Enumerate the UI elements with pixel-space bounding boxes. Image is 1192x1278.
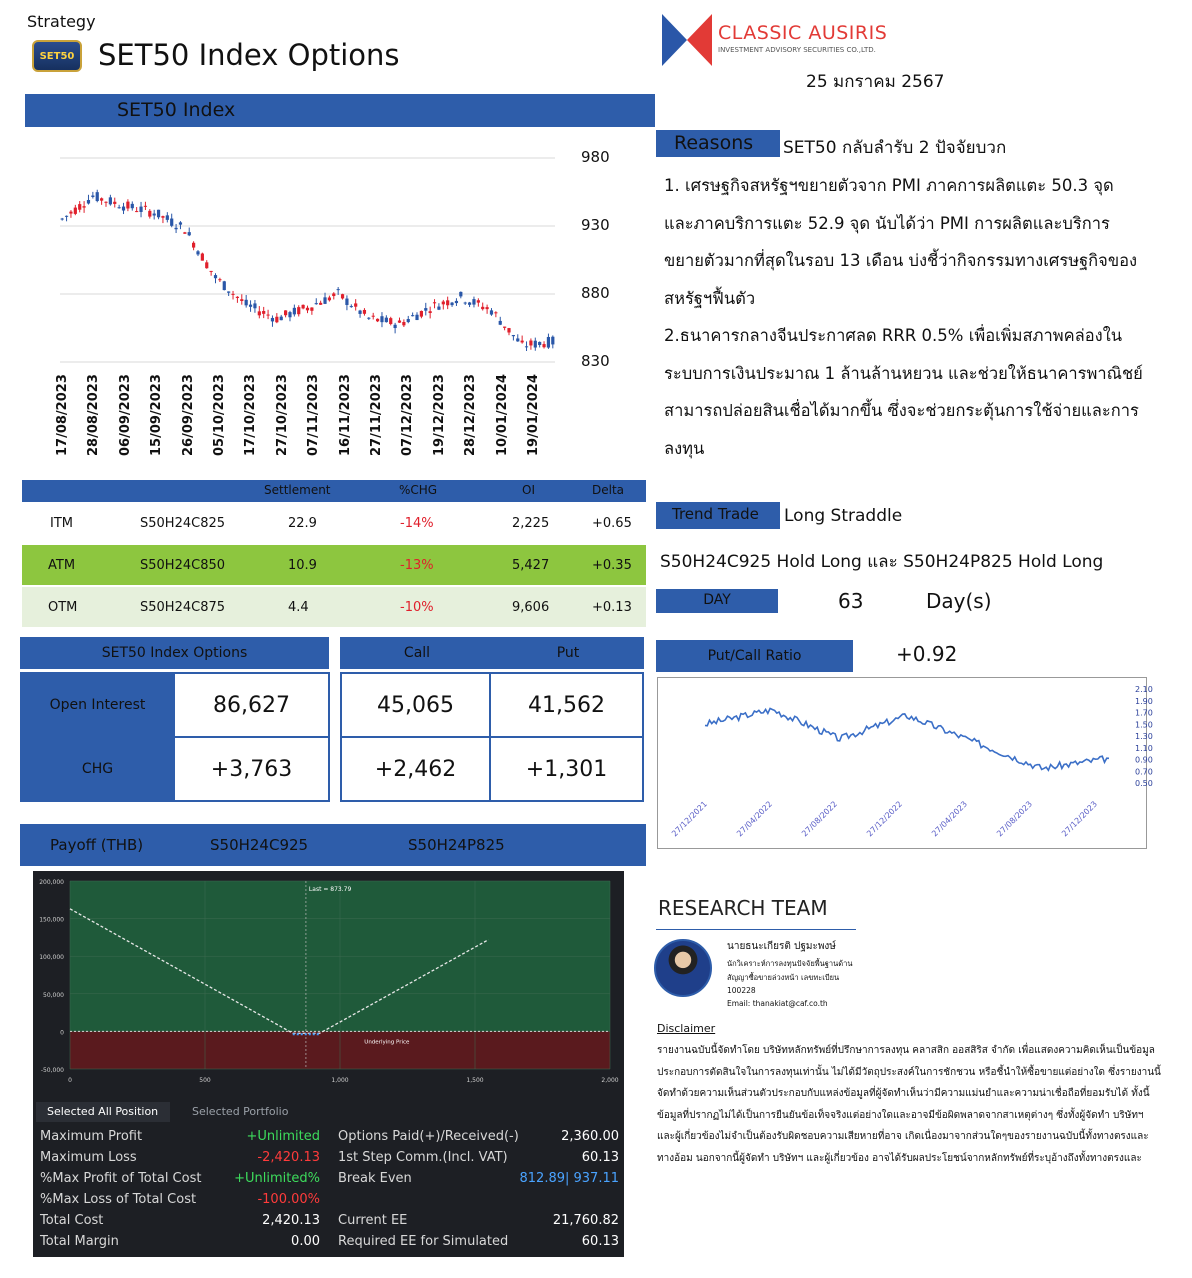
candle-body: [148, 211, 151, 217]
disclaimer-line: ทางอ้อม นอกจากนี้ผู้จัดทำ บริษัทฯ และผู้เกี่ยวข้อง อาจได้รับผลประโยชน์จากหลักทรัพย์ที่ระบุอ้างถึงทั้งทางตรงและ: [657, 1152, 1142, 1164]
reasons-headline: SET50 กลับลำรับ 2 ปัจจัยบวก: [783, 138, 1007, 158]
payoff-stat-label: Total Cost: [40, 1213, 104, 1228]
reason-line: ขยายตัวมากที่สุดในรอบ 13 เดือน บ่งชี้ว่ากิจกรรมทางเศรษฐกิจของ: [664, 251, 1138, 270]
candle-body: [196, 251, 199, 254]
pcr-y-tick: 1.10: [1135, 743, 1153, 753]
index-panel-header: [25, 94, 655, 127]
disclaimer-line: และผู้เกี่ยวข้องไม่จำเป็นต้องรับผิดชอบความเสียหายที่อาจ เกิดเนื่องมาจากส่วนใดๆของรายงานฉบับนี้ทั้งทางตรงและ: [657, 1131, 1149, 1142]
candle-body: [538, 342, 541, 345]
candle-body: [341, 294, 344, 298]
candle-body: [310, 308, 313, 311]
candle-body: [118, 207, 121, 208]
pcr-y-tick: 1.50: [1135, 720, 1153, 730]
row-oi: 2,225: [512, 515, 550, 531]
candle-body: [407, 319, 410, 322]
candle-body: [271, 318, 274, 321]
row-series: S50H24C825: [140, 515, 226, 531]
candle-body: [227, 291, 230, 292]
candle-body: [131, 204, 134, 208]
candle-body: [429, 311, 432, 313]
row-chg: -10%: [400, 599, 434, 615]
candle-body: [153, 214, 156, 216]
day-label: DAY: [656, 589, 778, 613]
candle-body: [302, 305, 305, 309]
payoff-stat-value: 2,360.00: [561, 1129, 619, 1144]
payoff-stat-value: 2,420.13: [262, 1213, 320, 1228]
col-oi: OI: [522, 483, 535, 497]
pcr-label: Put/Call Ratio: [656, 640, 853, 672]
candle-body: [354, 303, 357, 306]
candle-body: [249, 305, 252, 307]
index-x-tick: 17/10/2023: [243, 374, 259, 456]
candle-body: [240, 299, 243, 301]
pcr-x-tick: 27/04/2022: [735, 799, 775, 839]
candle-body: [245, 300, 248, 306]
brand-name: CLASSIC AUSIRIS: [718, 22, 888, 44]
candle-body: [122, 207, 125, 211]
pcr-y-tick: 1.90: [1135, 696, 1153, 706]
candle-body: [223, 281, 226, 290]
trend-trade-label: Trend Trade: [656, 502, 780, 529]
row-settlement: 22.9: [288, 515, 317, 531]
candle-body: [402, 322, 405, 325]
disclaimer-title: Disclaimer: [657, 1022, 716, 1035]
candle-body: [297, 307, 300, 314]
payoff-x-tick: 1,000: [331, 1077, 349, 1084]
payoff-title: Payoff (THB): [50, 836, 144, 854]
reason-line: และภาคบริการแตะ 52.9 จุด นับได้ว่า PMI การผลิตและบริการ: [664, 213, 1110, 233]
candle-body: [135, 211, 138, 212]
candle-body: [293, 308, 296, 315]
oi-put-header: Put: [492, 637, 644, 669]
candle-body: [258, 311, 261, 315]
payoff-stat-value: +Unlimited%: [234, 1171, 320, 1186]
oi-call-header: Call: [340, 637, 494, 669]
candle-body: [231, 294, 234, 295]
candle-body: [345, 299, 348, 305]
report-date: 25 มกราคม 2567: [806, 72, 945, 92]
candle-body: [512, 335, 515, 336]
candle-body: [262, 311, 265, 314]
research-team-title: RESEARCH TEAM: [658, 896, 828, 920]
candle-body: [472, 299, 475, 304]
candle-body: [420, 311, 423, 317]
brand-logo-icon: [662, 14, 712, 66]
candle-body: [183, 232, 186, 233]
chg-label: CHG: [20, 736, 175, 802]
reason-line: ลงทุน: [664, 438, 705, 458]
row-chg: -14%: [400, 515, 434, 531]
trend-positions: S50H24C925 Hold Long และ S50H24P825 Hold Long: [660, 552, 1104, 572]
last-price-label: Last = 873.79: [308, 886, 352, 893]
col-chg: %CHG: [399, 483, 438, 497]
index-x-tick: 19/12/2023: [431, 374, 447, 456]
pcr-y-tick: 2.10: [1135, 685, 1153, 694]
candle-body: [437, 307, 440, 310]
disclaimer-body: [657, 1040, 1187, 1169]
index-x-tick: 16/11/2023: [337, 374, 353, 456]
candle-body: [367, 318, 370, 319]
pcr-y-tick: 1.30: [1135, 732, 1153, 741]
candle-body: [218, 279, 221, 280]
disclaimer-line: รายงานฉบับนี้จัดทำโดย บริษัทหลักทรัพย์ที่ปรึกษาการลงทุน คลาสสิก ออสสิริส จำกัด เพื่อแสดงความคิดเห็นเป็นข้อมูล: [657, 1045, 1155, 1056]
candle-body: [494, 312, 497, 313]
page-title: SET50 Index Options: [98, 38, 400, 72]
candle-body: [91, 196, 94, 197]
candle-body: [486, 307, 489, 309]
candle-body: [415, 315, 418, 320]
reasons-label: Reasons: [656, 130, 780, 157]
index-x-tick: 28/08/2023: [86, 374, 102, 456]
candle-body: [61, 219, 64, 220]
options-table-header: [22, 480, 646, 502]
analyst-avatar: [654, 939, 712, 997]
index-panel-title: SET50 Index: [117, 99, 236, 121]
payoff-stat-label: 1st Step Comm.(Incl. VAT): [338, 1150, 508, 1165]
payoff-y-tick: 100,000: [39, 954, 64, 962]
candle-body: [96, 192, 99, 201]
chg-put: +1,301: [489, 736, 644, 802]
row-label: ITM: [50, 515, 73, 531]
oi-put: 41,562: [489, 672, 644, 738]
payoff-tab-portfolio[interactable]: Selected Portfolio: [192, 1105, 289, 1118]
candle-body: [280, 317, 283, 321]
index-x-tick: 27/11/2023: [369, 374, 384, 456]
payoff-y-tick: 200,000: [39, 879, 64, 886]
set50-logo: SET50: [32, 40, 82, 72]
payoff-series-call: S50H24C925: [210, 836, 309, 854]
candle-body: [499, 321, 502, 325]
strategy-label: Strategy: [27, 12, 96, 31]
candle-body: [507, 328, 510, 332]
candle-body: [74, 208, 77, 214]
candle-body: [376, 319, 379, 321]
col-delta: Delta: [592, 483, 625, 497]
index-x-tick: 05/10/2023: [212, 374, 227, 456]
candle-body: [503, 327, 506, 328]
reasons-body: [664, 167, 1189, 467]
candle-body: [450, 303, 453, 306]
candle-body: [166, 215, 169, 220]
candle-body: [394, 325, 397, 328]
candle-body: [188, 232, 191, 235]
day-value: 63: [838, 589, 864, 613]
candle-body: [109, 197, 112, 204]
pcr-x-tick: 27/08/2022: [800, 799, 840, 839]
analyst-role: นักวิเคราะห์การลงทุนปัจจัยพื้นฐานด้าน: [727, 959, 853, 968]
candle-body: [323, 297, 326, 304]
pcr-value: +0.92: [896, 642, 958, 666]
candle-body: [319, 303, 322, 305]
reason-line: 1. เศรษฐกิจสหรัฐฯขยายตัวจาก PMI ภาคการผลิตแตะ 50.3 จุด: [664, 176, 1114, 195]
candle-body: [210, 271, 213, 272]
candle-body: [205, 262, 208, 268]
table-row: [22, 545, 646, 585]
payoff-stat-value: 60.13: [581, 1234, 619, 1249]
index-y-tick: 980: [581, 148, 610, 166]
oi-call: 45,065: [340, 672, 491, 738]
candle-body: [174, 228, 177, 229]
col-settlement: Settlement: [264, 483, 331, 497]
reason-line: สหรัฐฯฟื้นตัว: [664, 288, 756, 308]
candle-body: [104, 202, 107, 203]
payoff-header: [20, 824, 646, 866]
payoff-y-tick: -50,000: [40, 1067, 64, 1074]
payoff-stat-label: %Max Profit of Total Cost: [40, 1171, 202, 1186]
row-chg: -13%: [400, 557, 434, 573]
analyst-email: Email: thanakiat@caf.co.th: [727, 999, 828, 1008]
candle-body: [542, 344, 545, 347]
row-settlement: 4.4: [288, 599, 309, 615]
candle-body: [126, 202, 129, 209]
row-label: OTM: [48, 599, 78, 615]
research-team-divider: [656, 929, 856, 930]
table-row: [22, 503, 646, 543]
payoff-stat-value: -100.00%: [257, 1192, 320, 1207]
candle-body: [551, 337, 554, 345]
trend-trade-value: Long Straddle: [784, 506, 903, 526]
candle-body: [534, 341, 537, 348]
index-y-tick: 880: [581, 284, 610, 302]
chg-total: +3,763: [173, 736, 330, 802]
disclaimer-line: ข้อมูลที่ปรากฏไม่ได้เป็นการยืนยันข้อเท็จจริงแต่อย่างใดและอาจมีข้อผิดพลาดจากสาเหตุต่างๆ ซึ่งทั้งผู้จัดทำ บริษัทฯ: [657, 1109, 1144, 1121]
candle-body: [468, 302, 471, 304]
payoff-stat-label: Required EE for Simulated: [338, 1234, 509, 1249]
candle-body: [464, 303, 467, 304]
candle-body: [363, 310, 366, 314]
day-unit: Day(s): [926, 589, 992, 613]
candle-body: [442, 302, 445, 305]
reason-line: 2.ธนาคารกลางจีนประกาศลด RRR 0.5% เพื่อเพิ่มสภาพคล่องใน: [664, 326, 1123, 345]
index-x-tick: 17/08/2023: [55, 374, 70, 456]
candle-body: [266, 315, 269, 316]
payoff-tab-selected[interactable]: Selected All Position: [36, 1102, 170, 1122]
candle-body: [78, 204, 81, 210]
row-series: S50H24C850: [140, 557, 226, 573]
row-delta: +0.35: [592, 557, 632, 573]
candle-body: [521, 341, 524, 343]
candle-body: [459, 292, 462, 297]
candle-body: [411, 315, 414, 316]
candle-body: [275, 317, 278, 322]
chg-call: +2,462: [340, 736, 491, 802]
candle-body: [87, 200, 90, 204]
candle-body: [288, 312, 291, 317]
pcr-x-tick: 27/12/2021: [670, 799, 710, 839]
pcr-y-tick: 0.50: [1135, 779, 1153, 788]
candle-body: [157, 210, 160, 218]
pcr-x-tick: 27/08/2023: [995, 799, 1035, 839]
candle-body: [529, 341, 532, 346]
pcr-x-tick: 27/12/2022: [865, 799, 905, 839]
oi-label: Open Interest: [20, 672, 175, 738]
payoff-chart: [33, 871, 624, 1096]
payoff-x-tick: 1,500: [466, 1077, 484, 1084]
candle-body: [65, 216, 68, 217]
oi-total: 86,627: [173, 672, 330, 738]
reason-line: ระบบการเงินประมาณ 1 ล้านล้านหยวน และช่วยให้ธนาคารพาณิชย์: [664, 363, 1143, 383]
candle-body: [179, 222, 182, 224]
payoff-stat-value: +Unlimited: [246, 1129, 320, 1144]
analyst-name: นายธนะเกียรติ ปฐมะพงษ์: [727, 941, 836, 952]
candle-body: [477, 300, 480, 302]
index-y-tick: 930: [581, 216, 610, 234]
candle-body: [433, 302, 436, 303]
payoff-stat-value: 812.89| 937.11: [519, 1171, 619, 1186]
pcr-line-chart: [657, 677, 1153, 849]
index-x-tick: 07/12/2023: [400, 374, 416, 456]
candle-body: [192, 243, 195, 248]
candle-body: [82, 206, 85, 207]
analyst-license: สัญญาซื้อขายล่วงหน้า เลขทะเบียน: [727, 973, 840, 982]
payoff-x-tick: 0: [68, 1077, 72, 1084]
candle-body: [398, 320, 401, 322]
payoff-stat-value: -2,420.13: [257, 1150, 320, 1165]
index-x-tick: 26/09/2023: [180, 374, 196, 456]
index-x-tick: 15/09/2023: [149, 374, 165, 456]
row-oi: 9,606: [512, 599, 550, 615]
index-x-tick: 07/11/2023: [306, 374, 322, 456]
candle-body: [100, 198, 103, 200]
index-x-tick: 06/09/2023: [117, 374, 133, 456]
candle-body: [315, 303, 318, 304]
candle-body: [372, 316, 375, 317]
disclaimer-line: จัดทำด้วยความเห็นส่วนตัวประกอบกับแหล่งข้อมูลที่ผู้จัดทำเห็นว่ามีความแม่นยำและความน่าเชื่อถือที่ยอมรับได้ ทั้งนี้: [657, 1088, 1150, 1099]
candle-body: [170, 219, 173, 226]
pcr-x-tick: 27/12/2023: [1060, 799, 1100, 839]
payoff-stat-value: 60.13: [581, 1150, 619, 1165]
row-delta: +0.65: [592, 515, 632, 531]
row-delta: +0.13: [592, 599, 632, 615]
row-settlement: 10.9: [288, 557, 317, 573]
brand-subtitle: INVESTMENT ADVISORY SECURITIES CO.,LTD.: [718, 46, 876, 54]
candle-body: [455, 301, 458, 303]
payoff-stat-label: Maximum Profit: [40, 1129, 143, 1144]
index-x-tick: 28/12/2023: [463, 374, 479, 456]
candle-body: [284, 310, 287, 315]
pcr-x-tick: 27/04/2023: [930, 799, 970, 839]
candle-body: [490, 310, 493, 314]
payoff-stat-label: Maximum Loss: [40, 1150, 137, 1165]
reason-line: สามารถปล่อยสินเชื่อได้มากขึ้น ซึ่งจะช่วยกระตุ้นการใช้จ่ายและการ: [664, 401, 1139, 420]
candle-body: [332, 293, 335, 296]
row-label: ATM: [48, 557, 76, 573]
row-oi: 5,427: [512, 557, 550, 573]
payoff-stat-label: %Max Loss of Total Cost: [40, 1192, 197, 1207]
candle-body: [385, 318, 388, 323]
pcr-y-tick: 1.70: [1135, 708, 1153, 718]
candle-body: [69, 212, 72, 214]
analyst-license-no: 100228: [727, 986, 756, 995]
index-x-tick: 27/10/2023: [274, 374, 290, 456]
candle-body: [358, 311, 361, 314]
candle-body: [547, 337, 550, 348]
brand-logo: [662, 14, 712, 66]
table-row: [22, 587, 646, 627]
candle-body: [481, 307, 484, 309]
payoff-stat-value: 21,760.82: [552, 1213, 619, 1228]
pcr-y-tick: 0.90: [1135, 755, 1153, 765]
candle-body: [214, 275, 217, 278]
candle-body: [424, 308, 427, 311]
payoff-x-tick: 500: [199, 1077, 211, 1084]
index-x-tick: 10/01/2024: [494, 374, 510, 456]
candle-body: [236, 297, 239, 298]
payoff-stat-label: Break Even: [338, 1171, 412, 1186]
candle-body: [516, 338, 519, 341]
underlying-label: Underlying Price: [364, 1039, 410, 1046]
payoff-y-tick: 50,000: [43, 991, 64, 999]
pcr-y-tick: 0.70: [1135, 767, 1153, 777]
candle-body: [139, 207, 142, 212]
payoff-series-put: S50H24P825: [408, 836, 505, 854]
payoff-y-tick: 0: [60, 1029, 64, 1037]
disclaimer-line: ประกอบการตัดสินใจในการลงทุนเท่านั้น ไม่ได้มีวัตถุประสงค์ในการชักชวน หรือชี้นำให้ซื้อขายแต่อย่างใด ซึ่งรายงานนี้: [657, 1066, 1161, 1078]
candle-body: [337, 289, 340, 290]
candle-body: [201, 254, 204, 261]
index-y-tick: 830: [581, 352, 610, 370]
candle-body: [113, 202, 116, 204]
payoff-y-tick: 150,000: [39, 916, 64, 924]
row-series: S50H24C875: [140, 599, 226, 615]
payoff-stat-label: Current EE: [338, 1213, 408, 1228]
pcr-line: [705, 708, 1109, 770]
candle-body: [389, 318, 392, 324]
candle-body: [446, 300, 449, 305]
candle-body: [161, 216, 164, 218]
candle-body: [328, 297, 331, 300]
index-x-tick: 19/01/2024: [526, 374, 541, 456]
candle-body: [525, 346, 528, 347]
payoff-stat-label: Total Margin: [40, 1234, 119, 1249]
candle-body: [253, 303, 256, 308]
candle-body: [380, 316, 383, 322]
candle-body: [144, 206, 147, 207]
payoff-stat-value: 0.00: [291, 1234, 320, 1249]
candle-body: [350, 306, 353, 307]
payoff-stat-label: Options Paid(+)/Received(-): [338, 1129, 519, 1144]
payoff-x-tick: 2,000: [601, 1077, 619, 1084]
oi-panel-title: SET50 Index Options: [20, 637, 329, 669]
candle-body: [306, 308, 309, 311]
